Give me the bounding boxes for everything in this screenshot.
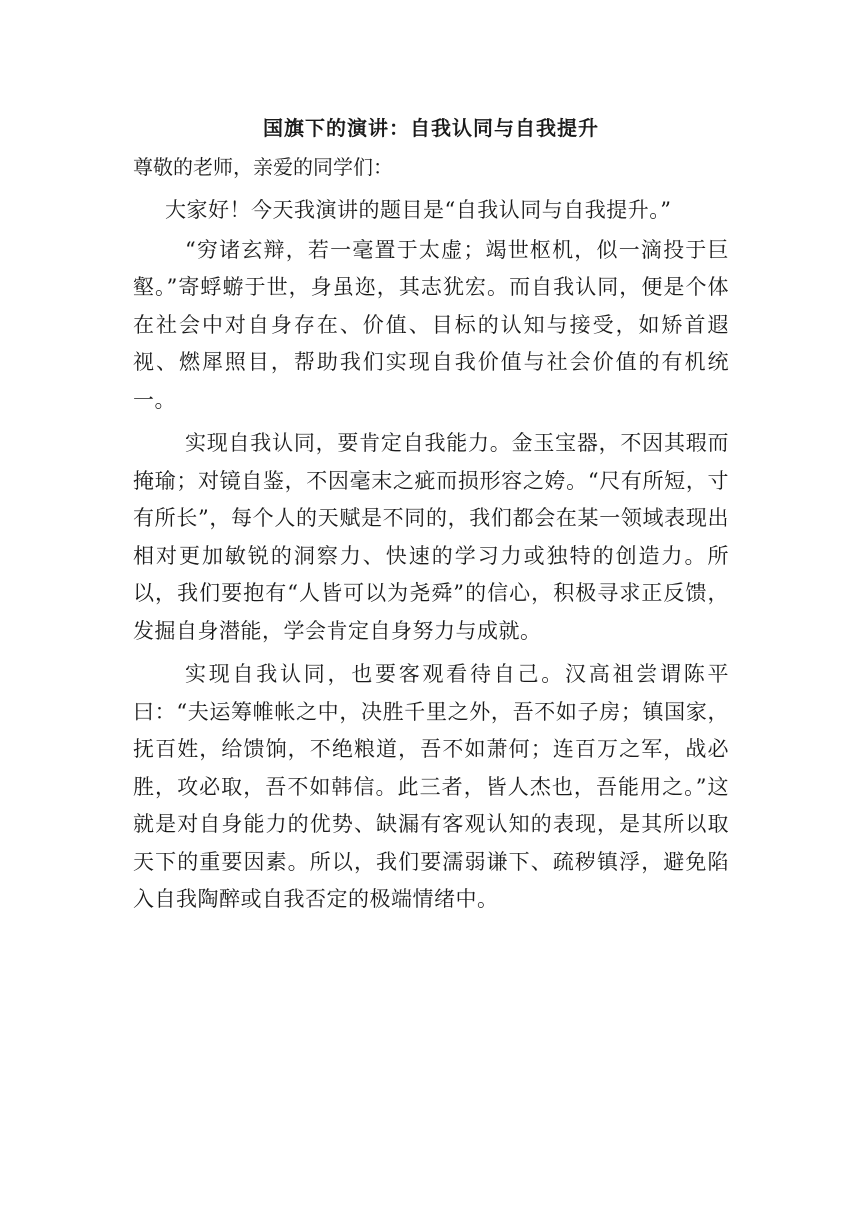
salutation: 尊敬的老师，亲爱的同学们： (133, 155, 393, 179)
paragraph-affirm-ability: 实现自我认同，要肯定自我能力。金玉宝器，不因其瑕而掩瑜；对镜自鉴，不因毫末之疵而损形容之姱。“尺有所短，寸有所长”，每个人的天赋是不同的，我们都会在某一领域表现出相对更加敏锐的洞察力、快速的学习力或独特的创造力。所以，我们要抱有“人皆可以为尧舜”的信心，积极寻求正反馈，发掘自身潜能，学会肯定自身努力与成就。 (133, 431, 729, 643)
document-title: 国旗下的演讲：自我认同与自我提升 (263, 116, 599, 140)
document-page (133, 106, 729, 919)
paragraph-quote: “穷诸玄辩，若一毫置于太虚；竭世枢机，似一滴投于巨壑。”寄蜉蝣于世，身虽迩，其志犹宏。而自我认同，便是个体在社会中对自身存在、价值、目标的认知与接受，如矫首遐视、燃犀照目，帮助我们实现自我价值与社会价值的有机统一。 (133, 237, 729, 412)
paragraph-objective-view: 实现自我认同，也要客观看待自己。汉高祖尝谓陈平曰：“夫运筹帷帐之中，决胜千里之外，吾不如子房；镇国家，抚百姓，给馈饷，不绝粮道，吾不如萧何；连百万之军，战必胜，攻必取，吾不如韩信。此三者，皆人杰也，吾能用之。”这就是对自身能力的优势、缺漏有客观认知的表现，是其所以取天下的重要因素。所以，我们要濡弱谦下、疏秽镇浮，避免陷入自我陶醉或自我否定的极端情绪中。 (133, 662, 729, 911)
paragraph-intro: 大家好！今天我演讲的题目是“自我认同与自我提升。” (165, 198, 672, 222)
